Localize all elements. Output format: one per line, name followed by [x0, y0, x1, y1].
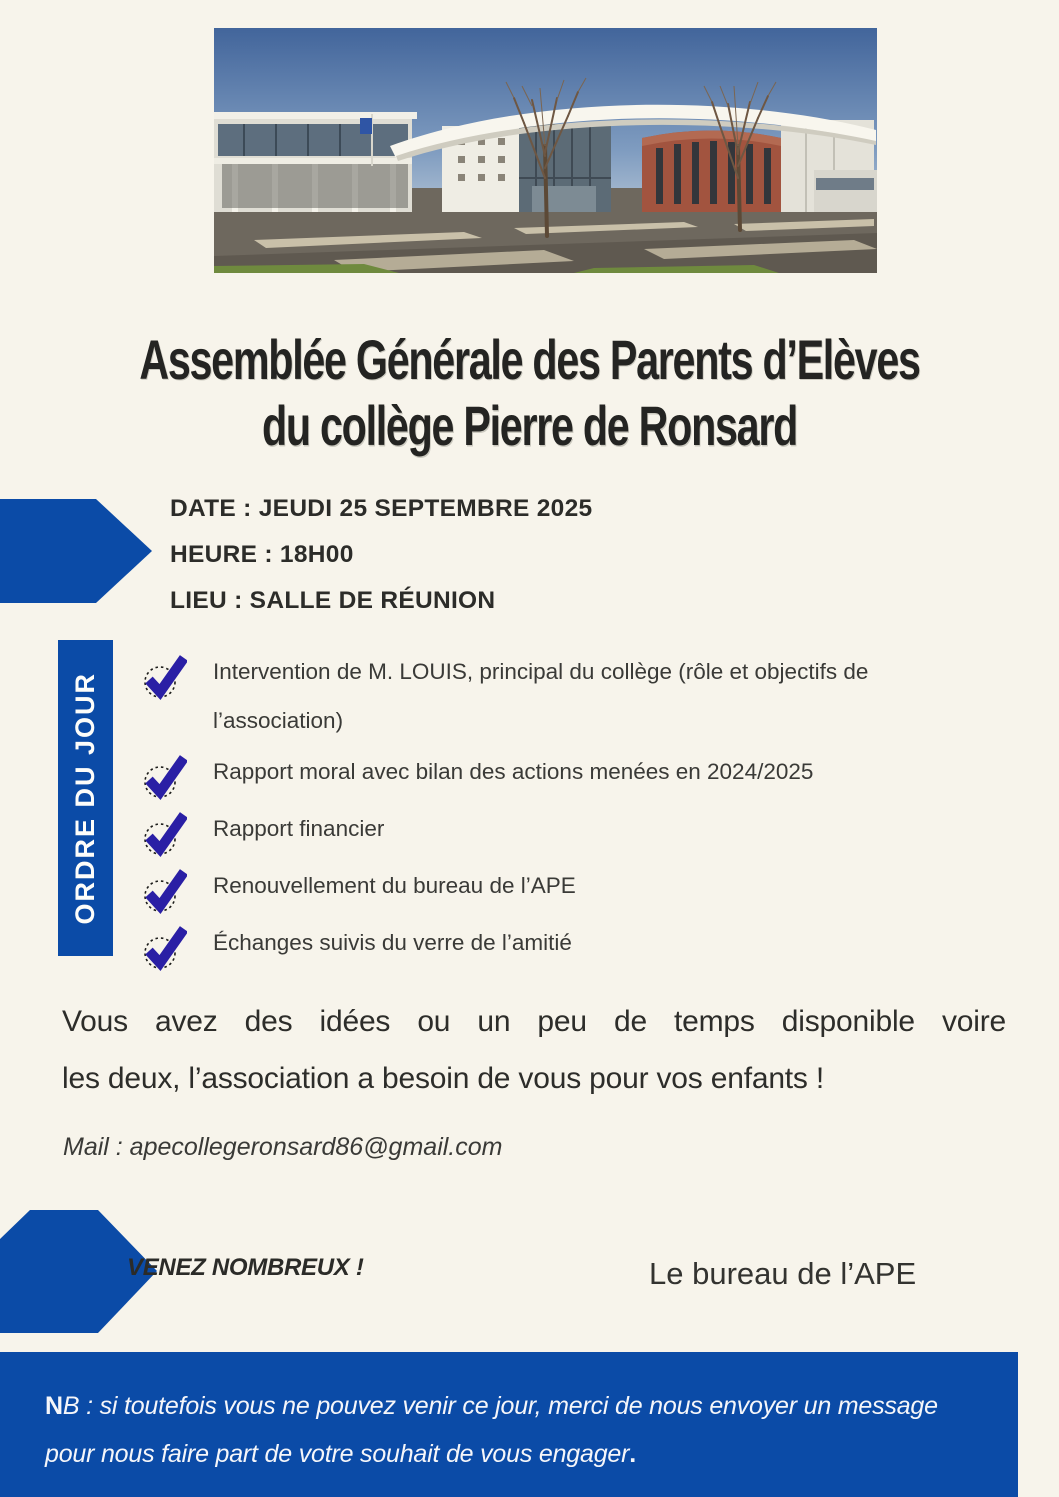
college-photo-illustration — [214, 28, 877, 273]
signature-text: Le bureau de l’APE — [649, 1256, 917, 1291]
event-date: DATE : JEUDI 25 SEPTEMBRE 2025 — [170, 495, 593, 522]
checkmark-icon — [141, 923, 187, 973]
list-item — [141, 647, 1021, 745]
contact-email: Mail : apecollegeronsard86@gmail.com — [63, 1133, 503, 1161]
footer-bold-prefix: N — [45, 1392, 63, 1420]
agenda-item-text: Rapport moral avec bilan des actions menées en 2024/2025 — [213, 759, 814, 784]
footer-note — [0, 1352, 1018, 1497]
agenda-list — [141, 647, 1021, 975]
footer-bold-suffix: . — [629, 1440, 636, 1468]
blue-arrow-icon — [0, 497, 155, 605]
checkmark-icon — [141, 652, 187, 702]
page-title — [74, 328, 985, 460]
title-line-1: Assemblée Générale des Parents d’Elèves — [139, 330, 920, 392]
pitch-line-1: Vous avez des idées ou un peu de temps disponible voire — [62, 1005, 1006, 1038]
agenda-banner — [58, 640, 113, 956]
list-item — [141, 804, 1021, 859]
checkmark-icon — [141, 866, 187, 916]
checkmark-icon — [141, 809, 187, 859]
college-building-photo — [214, 28, 877, 273]
list-item — [141, 861, 1021, 916]
event-info-block — [170, 486, 592, 624]
agenda-item-text: Échanges suivis du verre de l’amitié — [213, 930, 572, 955]
agenda-banner-label: ORDRE DU JOUR — [70, 671, 100, 925]
event-time: HEURE : 18H00 — [170, 541, 354, 568]
event-location: LIEU : SALLE DE RÉUNION — [170, 587, 496, 614]
footer-italic-text: B : si toutefois vous ne pouvez venir ce jour, merci de nous envoyer un message pour nous faire part de votre souhait de vous engager — [45, 1392, 938, 1468]
pitch-line-2: les deux, l’association a besoin de vous pour vos enfants ! — [62, 1062, 825, 1095]
checkmark-icon — [141, 752, 187, 802]
pitch-paragraph — [62, 993, 1006, 1107]
list-item — [141, 918, 1021, 973]
venez-nombreux-text: VENEZ NOMBREUX ! — [127, 1254, 364, 1281]
agenda-item-text: Intervention de M. LOUIS, principal du collège (rôle et objectifs de l’association) — [213, 659, 869, 733]
agenda-item-text: Renouvellement du bureau de l’APE — [213, 873, 576, 898]
agenda-item-text: Rapport financier — [213, 816, 385, 841]
title-line-2: du collège Pierre de Ronsard — [261, 396, 798, 458]
list-item — [141, 747, 1021, 802]
